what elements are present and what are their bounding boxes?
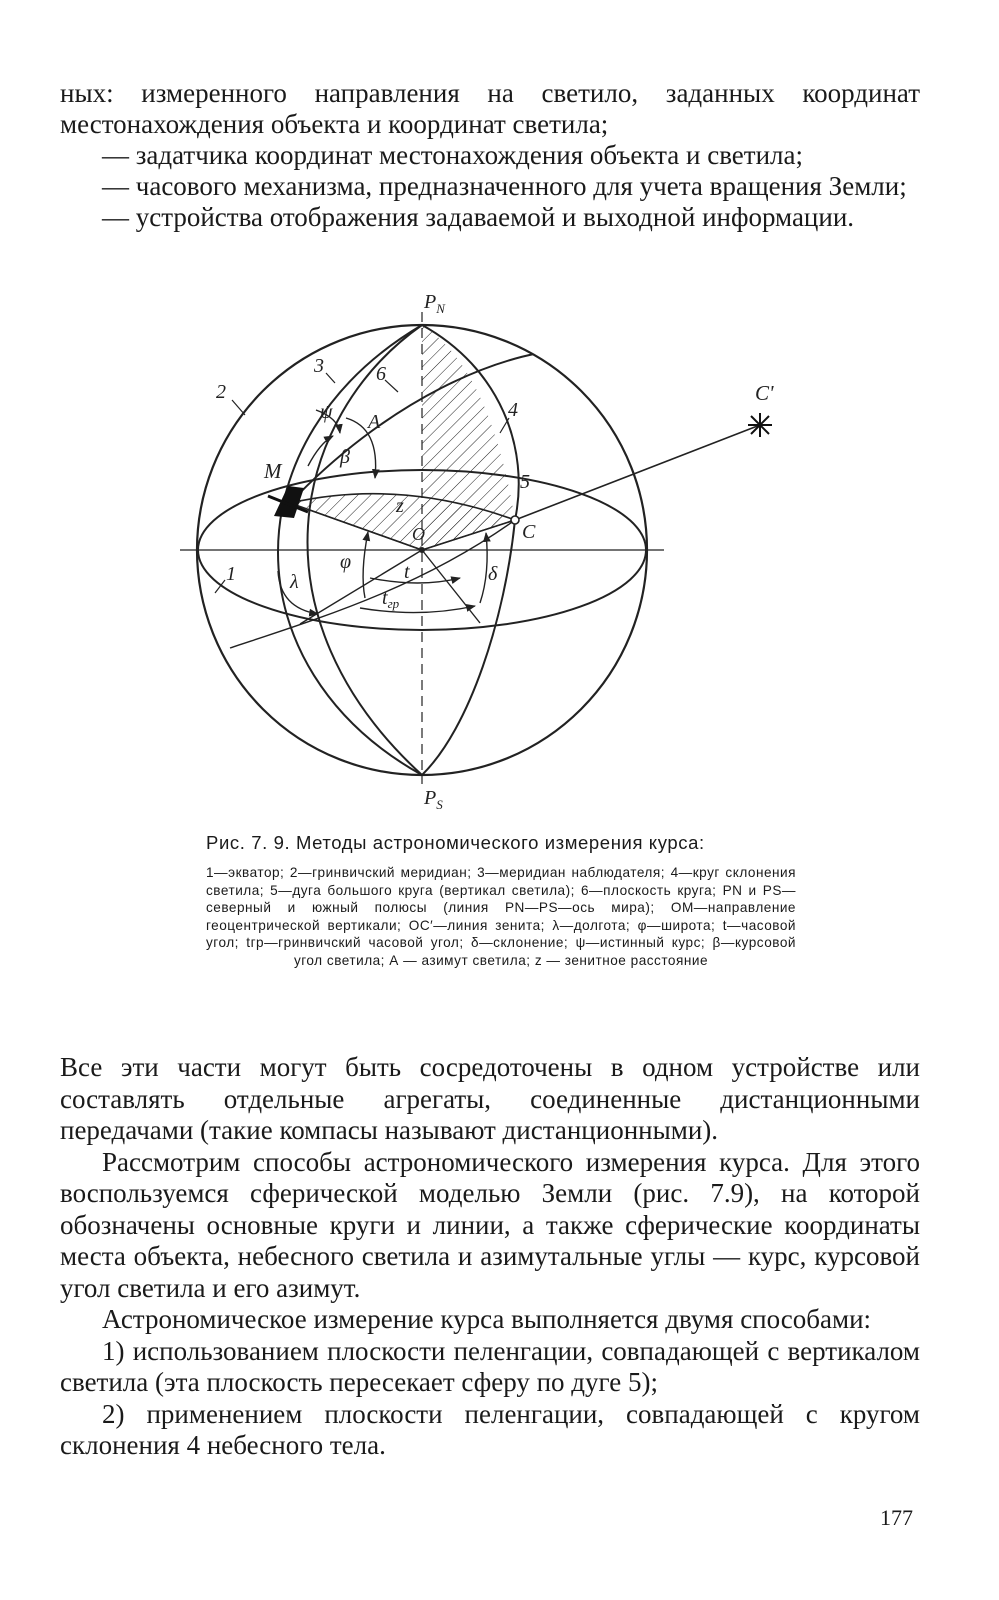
label-3: 3	[314, 355, 324, 377]
list-item-method-1: 1) использованием плоскости пеленгации, совпадающей с вертикалом светила (эта плоскость пересекает сферу по дуге 5);	[60, 1335, 920, 1397]
label-ps: $P_S$	[424, 787, 443, 812]
tgr-arc	[360, 606, 475, 613]
list-item-coordinate-setter: — задатчика координат местонахождения объекта и светила;	[102, 140, 803, 170]
label-delta: δ	[488, 563, 498, 585]
label-m: M	[264, 459, 282, 483]
label-1: 1	[226, 563, 236, 585]
label-2: 2	[216, 381, 226, 403]
label-4: 4	[508, 399, 518, 421]
list-item-clock-mechanism: — часового механизма, предназначенного для учета вращения Земли;	[102, 171, 907, 201]
label-c: C	[522, 521, 536, 543]
paragraph-methods-intro: Рассмотрим способы астрономического измерения курса. Для этого воспользуемся сферической моделью Земли (рис. 7.9), на которой обозначены основные круги и линии, а также сферические координаты места объекта, небесного светила и азимутальные углы — курс, курсовой угол светила и его азимут.	[60, 1146, 920, 1303]
paragraph-two-methods: Астрономическое измерение курса выполняется двумя способами:	[102, 1304, 872, 1334]
list-item-display-device: — устройства отображения задаваемой и выходной информации.	[102, 202, 855, 232]
caption-legend: 1—экватор; 2—гринвичский меридиан; 3—меридиан наблюдателя; 4—круг склонения светила; 5—дуга большого круга (вертикал светила); 6—плоскость круга; PN и PS—северный и южный полюсы (линия PN—PS—ось мира); ОМ—направление геоцентрической вертикали; ОС′—линия зенита; λ—долгота; φ—широта; t—часовой угол; tгр—гринвичский часовой угол; δ—склонение; ψ—истинный курс; β—курсовой угол светила; А — азимут светила; z — зенитное расстояние	[206, 865, 796, 968]
leader-3	[326, 373, 335, 383]
label-o: O	[412, 524, 425, 544]
figure-celestial-sphere	[170, 288, 830, 818]
label-lambda: λ	[290, 571, 299, 593]
label-beta: β	[340, 446, 350, 468]
label-psi: ψ	[320, 401, 333, 423]
sphere-diagram	[170, 288, 830, 818]
label-c-prime: C'	[755, 381, 774, 405]
list-item-method-2: 2) применением плоскости пеленгации, совпадающей с кругом склонения 4 небесного тела.	[60, 1398, 920, 1460]
zenith-line	[515, 425, 760, 520]
star-c-prime-symbol	[748, 413, 772, 437]
paragraph-continuation: ных: измеренного направления на светило, заданных координат местонахождения объекта и координат светила;	[60, 78, 920, 139]
delta-arc	[480, 533, 487, 603]
bottom-text-block	[60, 1052, 920, 1462]
leader-2	[232, 400, 245, 415]
label-6: 6	[376, 363, 386, 385]
figure-caption	[206, 832, 796, 970]
label-phi: φ	[340, 551, 352, 573]
point-c	[511, 516, 519, 524]
caption-title: Рис. 7. 9. Методы астрономического измерения курса:	[206, 832, 705, 853]
phi-arc	[363, 532, 368, 598]
label-a: A	[368, 411, 381, 433]
leader-6	[385, 380, 398, 392]
label-pn: $P_N$	[424, 291, 445, 316]
label-tgr: $t_{гр}$	[382, 587, 400, 611]
top-text-block	[60, 78, 920, 233]
label-5: 5	[520, 471, 530, 493]
paragraph-parts: Все эти части могут быть сосредоточены в одном устройстве или составлять отдельные агрегаты, соединенные дистанционными передачами (такие компасы называют дистанционными).	[60, 1052, 920, 1145]
label-z: z	[396, 495, 404, 517]
point-o	[419, 547, 425, 553]
label-t: t	[404, 561, 410, 583]
page-number: 177	[880, 1505, 913, 1530]
